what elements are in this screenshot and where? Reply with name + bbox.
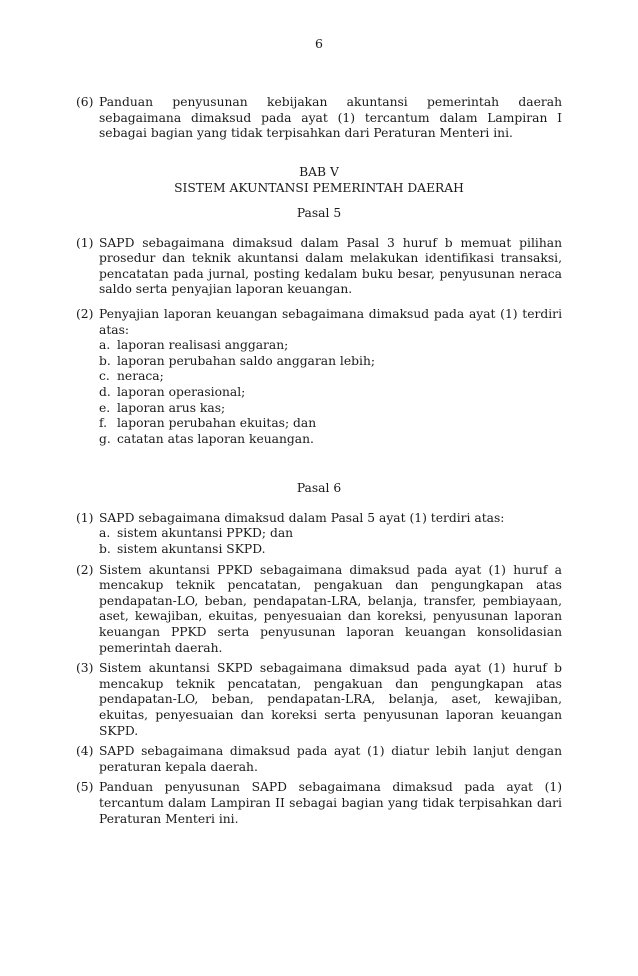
list-item: a. sistem akuntansi PPKD; dan: [99, 526, 294, 541]
list-item: g. catatan atas laporan keuangan.: [99, 431, 314, 446]
paragraph-number: (4): [76, 744, 94, 759]
pasal-6-paragraph-2: [76, 563, 562, 657]
paragraph-number: (5): [76, 780, 94, 795]
list-item: b. sistem akuntansi SKPD.: [99, 542, 266, 557]
paragraph-text: Sistem akuntansi PPKD sebagaimana dimaksud pada ayat (1) huruf a mencakup teknik pencatatan, pengakuan dan pengungkapan atas pendapatan-LO, beban, pendapatan-LRA, belanja, transfer, pembiayaan, aset, kewajiban, ekuitas, penyesuaian dan koreksi, penyusunan laporan keuangan PPKD serta penyusunan laporan keuangan konsolidasian pemerintah daerah.: [99, 562, 562, 655]
chapter-number: BAB V: [299, 164, 339, 179]
list-item: e. laporan arus kas;: [99, 400, 226, 415]
paragraph-number: (6): [76, 95, 94, 109]
paragraph-text: SAPD sebagaimana dimaksud dalam Pasal 3 huruf b memuat pilihan prosedur dan teknik akuntansi dalam melakukan identifikasi transaksi, pencatatan pada jurnal, posting kedalam buku besar, penyusunan neraca saldo serta penyajian laporan keuangan.: [99, 235, 562, 297]
paragraph-text: Sistem akuntansi SKPD sebagaimana dimaksud pada ayat (1) huruf b mencakup teknik pencatatan, pengakuan dan pengungkapan atas pendapatan-LO, beban, pendapatan-LRA, belanja, aset, kewajiban, ekuitas, penyesuaian dan koreksi serta penyusunan laporan keuangan SKPD.: [99, 661, 562, 738]
pasal-6-paragraph-3: [76, 661, 562, 739]
paragraph-text: Panduan penyusunan kebijakan akuntansi pemerintah daerah sebagaimana dimaksud pada ayat (1) tercantum dalam Lampiran I sebagai bagian yang tidak terpisahkan dari Peraturan Menteri ini.: [99, 95, 562, 141]
paragraph-number: (3): [76, 661, 94, 676]
pasal-5-heading: Pasal 5: [296, 205, 342, 220]
pasal-6-paragraph-5: [76, 780, 562, 827]
paragraph-text: Panduan penyusunan SAPD sebagaimana dimaksud pada ayat (1) tercantum dalam Lampiran II sebagai bagian yang tidak terpisahkan dari Peraturan Menteri ini.: [99, 780, 562, 826]
list-item: a. laporan realisasi anggaran;: [99, 338, 289, 353]
list-item: f. laporan perubahan ekuitas; dan: [99, 416, 317, 431]
list-item: d. laporan operasional;: [99, 384, 246, 399]
list-item: c. neraca;: [99, 369, 164, 384]
page-content: [76, 95, 562, 827]
paragraph-number: (1): [76, 510, 94, 525]
paragraph-text: Penyajian laporan keuangan sebagaimana dimaksud pada ayat (1) terdiri atas:: [99, 306, 562, 337]
pasal-6-paragraph-1: [76, 511, 562, 558]
pasal-5-paragraph-1: [76, 236, 562, 298]
paragraph-6: [76, 95, 562, 142]
chapter-title: SISTEM AKUNTANSI PEMERINTAH DAERAH: [174, 181, 464, 196]
pasal-6-paragraph-4: [76, 744, 562, 775]
paragraph-number: (1): [76, 235, 94, 250]
page-number: 6: [315, 36, 323, 51]
pasal-6-heading: Pasal 6: [296, 481, 342, 496]
paragraph-text: SAPD sebagaimana dimaksud dalam Pasal 5 ayat (1) terdiri atas:: [99, 510, 505, 525]
pasal-5-paragraph-2: [76, 307, 562, 447]
paragraph-number: (2): [76, 306, 94, 321]
list-item: b. laporan perubahan saldo anggaran lebih;: [99, 353, 376, 368]
paragraph-number: (2): [76, 562, 94, 577]
paragraph-text: SAPD sebagaimana dimaksud pada ayat (1) diatur lebih lanjut dengan peraturan kepala daerah.: [99, 744, 562, 774]
